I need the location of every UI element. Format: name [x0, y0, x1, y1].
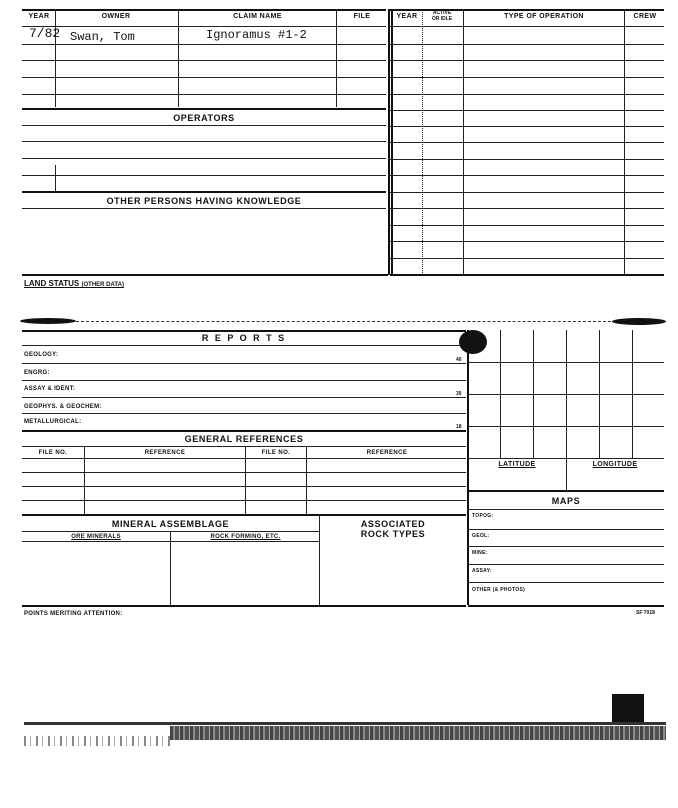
maps-mine: MINE:	[472, 550, 488, 556]
reports-title: R E P O R T S	[201, 333, 287, 343]
rock-forming-label: ROCK FORMING, ETC.	[210, 534, 281, 540]
col-header-year: YEAR	[28, 13, 50, 20]
general-references-title: GENERAL REFERENCES	[184, 434, 304, 444]
form-number: SF 7018	[636, 610, 655, 616]
land-status-label	[24, 279, 124, 288]
maps-title: MAPS	[551, 496, 581, 506]
report-assay: ASSAY & IDENT:	[24, 386, 76, 392]
claim-year: 7/82	[29, 26, 61, 41]
col-header-claim-name: CLAIM NAME	[233, 13, 282, 20]
other-persons-title: OTHER PERSONS HAVING KNOWLEDGE	[106, 196, 302, 206]
ops-header-type: TYPE OF OPERATION	[504, 13, 584, 20]
report-metallurgical-num: 18	[456, 424, 462, 430]
ops-header-active: ACTIVE	[432, 10, 452, 16]
maps-assay: ASSAY:	[472, 568, 492, 574]
col-header-file: FILE	[353, 13, 371, 20]
gr-header-file-no-1: FILE NO.	[38, 450, 68, 456]
gr-header-file-no-2: FILE NO.	[261, 450, 291, 456]
latitude-label: LATITUDE	[498, 461, 536, 468]
ops-header-or-idle: OR IDLE	[431, 16, 453, 22]
ops-header-year: YEAR	[396, 13, 418, 20]
ops-header-crew: CREW	[633, 13, 657, 20]
report-geology: GEOLOGY:	[24, 352, 59, 358]
gr-header-reference-1: REFERENCE	[144, 450, 186, 456]
report-geophys: GEOPHYS. & GEOCHEM:	[24, 404, 102, 410]
report-geology-num: 40	[456, 357, 462, 363]
associated-line-1: ASSOCIATED	[360, 519, 426, 529]
ops-header-active-idle	[422, 10, 462, 22]
claim-name: Ignoramus #1-2	[206, 28, 307, 42]
operators-title: OPERATORS	[173, 113, 235, 123]
associated-line-2: ROCK TYPES	[360, 529, 426, 539]
longitude-label: LONGITUDE	[592, 461, 638, 468]
land-status-text: LAND STATUS	[24, 279, 80, 288]
gr-header-reference-2: REFERENCE	[366, 450, 408, 456]
col-header-owner: OWNER	[101, 13, 131, 20]
points-meriting-attention: POINTS MERITING ATTENTION:	[24, 611, 123, 617]
maps-topog: TOPOG:	[472, 513, 494, 519]
report-assay-num: 30	[456, 391, 462, 397]
mineral-assemblage-title: MINERAL ASSEMBLAGE	[111, 519, 230, 529]
maps-other: OTHER (& PHOTOS)	[472, 587, 526, 593]
claim-owner: Swan, Tom	[70, 30, 135, 44]
report-engrg: ENGRG:	[24, 370, 50, 376]
land-status-sub: (OTHER DATA)	[81, 282, 124, 288]
associated-rock-types	[320, 519, 466, 539]
report-metallurgical: METALLURGICAL:	[24, 419, 82, 425]
maps-geol: GEOL:	[472, 533, 490, 539]
ore-minerals-label: ORE MINERALS	[71, 534, 121, 540]
